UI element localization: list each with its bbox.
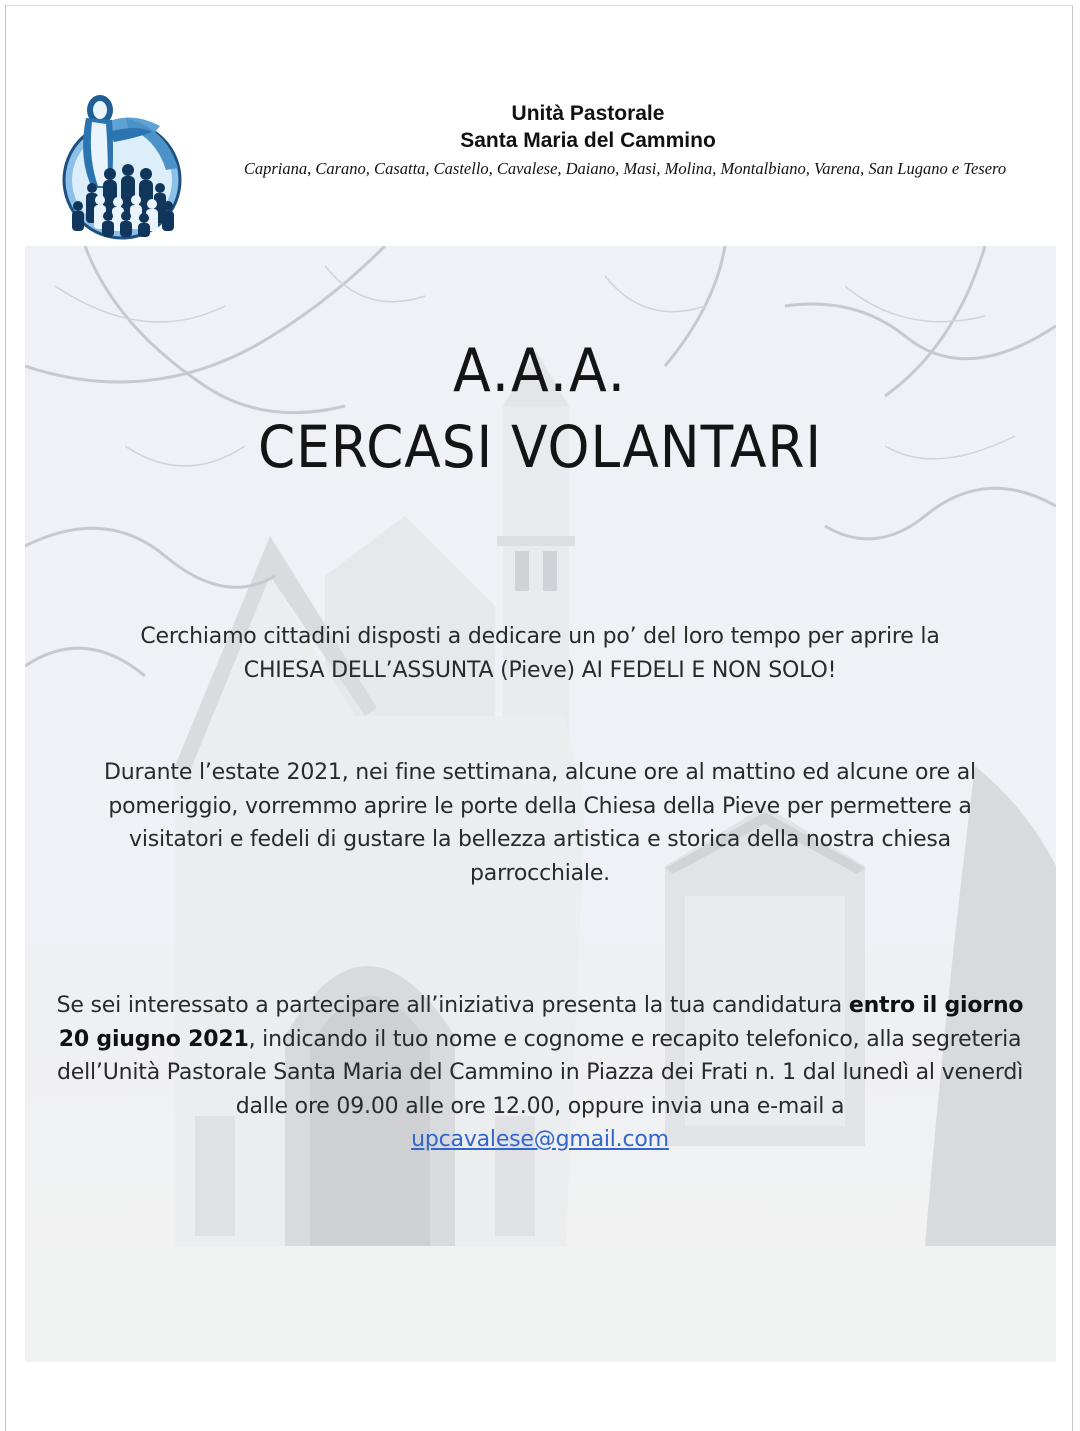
summer-details-paragraph: Durante l’estate 2021, nei fine settimana, alcune ore al mattino ed alcune ore al pomeriggio, vorremmo aprire le porte della Chiesa della Pieve per permettere a visitatori e fedeli di gustare la bellezza artistica e storica della nostra chiesa parrocchiale. xyxy=(104,760,976,886)
intro-line1: Cerchiamo cittadini disposti a dedicare un po’ del loro tempo per aprire la xyxy=(140,624,940,649)
organization-header xyxy=(200,100,1050,180)
deadline-text: entro il giorno 20 giugno 2021 xyxy=(58,993,1024,1052)
org-name-line2: Santa Maria del Cammino xyxy=(460,129,716,152)
email-link[interactable]: upcavalese@gmail.com xyxy=(411,1127,669,1152)
intro-line2: CHIESA DELL’ASSUNTA (Pieve) AI FEDELI E NON SOLO! xyxy=(243,657,837,683)
intro-paragraph xyxy=(60,620,1020,687)
application-body: , indicando il tuo nome e cognome e recapito telefonico, alla segreteria dell’Unità Pastorale Santa Maria del Cammino in Piazza dei Frati n. 1 dal lunedì al venerdì dalle ore 09.00 alle ore 12.00, oppure invia una e-mail a xyxy=(57,1026,1023,1119)
application-intro: Se sei interessato a partecipare all’iniziativa presenta la tua candidatura xyxy=(56,993,849,1018)
headline xyxy=(0,335,1080,487)
headline-line1: A.A.A. xyxy=(452,336,628,406)
application-paragraph xyxy=(55,989,1025,1157)
org-name-line1: Unità Pastorale xyxy=(511,102,665,125)
parish-list: Capriana, Carano, Casatta, Castello, Cavalese, Daiano, Masi, Molina, Montalbiano, Varena, San Lugano e Tesero xyxy=(243,159,1007,178)
headline-line2: CERCASI VOLANTARI xyxy=(257,413,823,481)
